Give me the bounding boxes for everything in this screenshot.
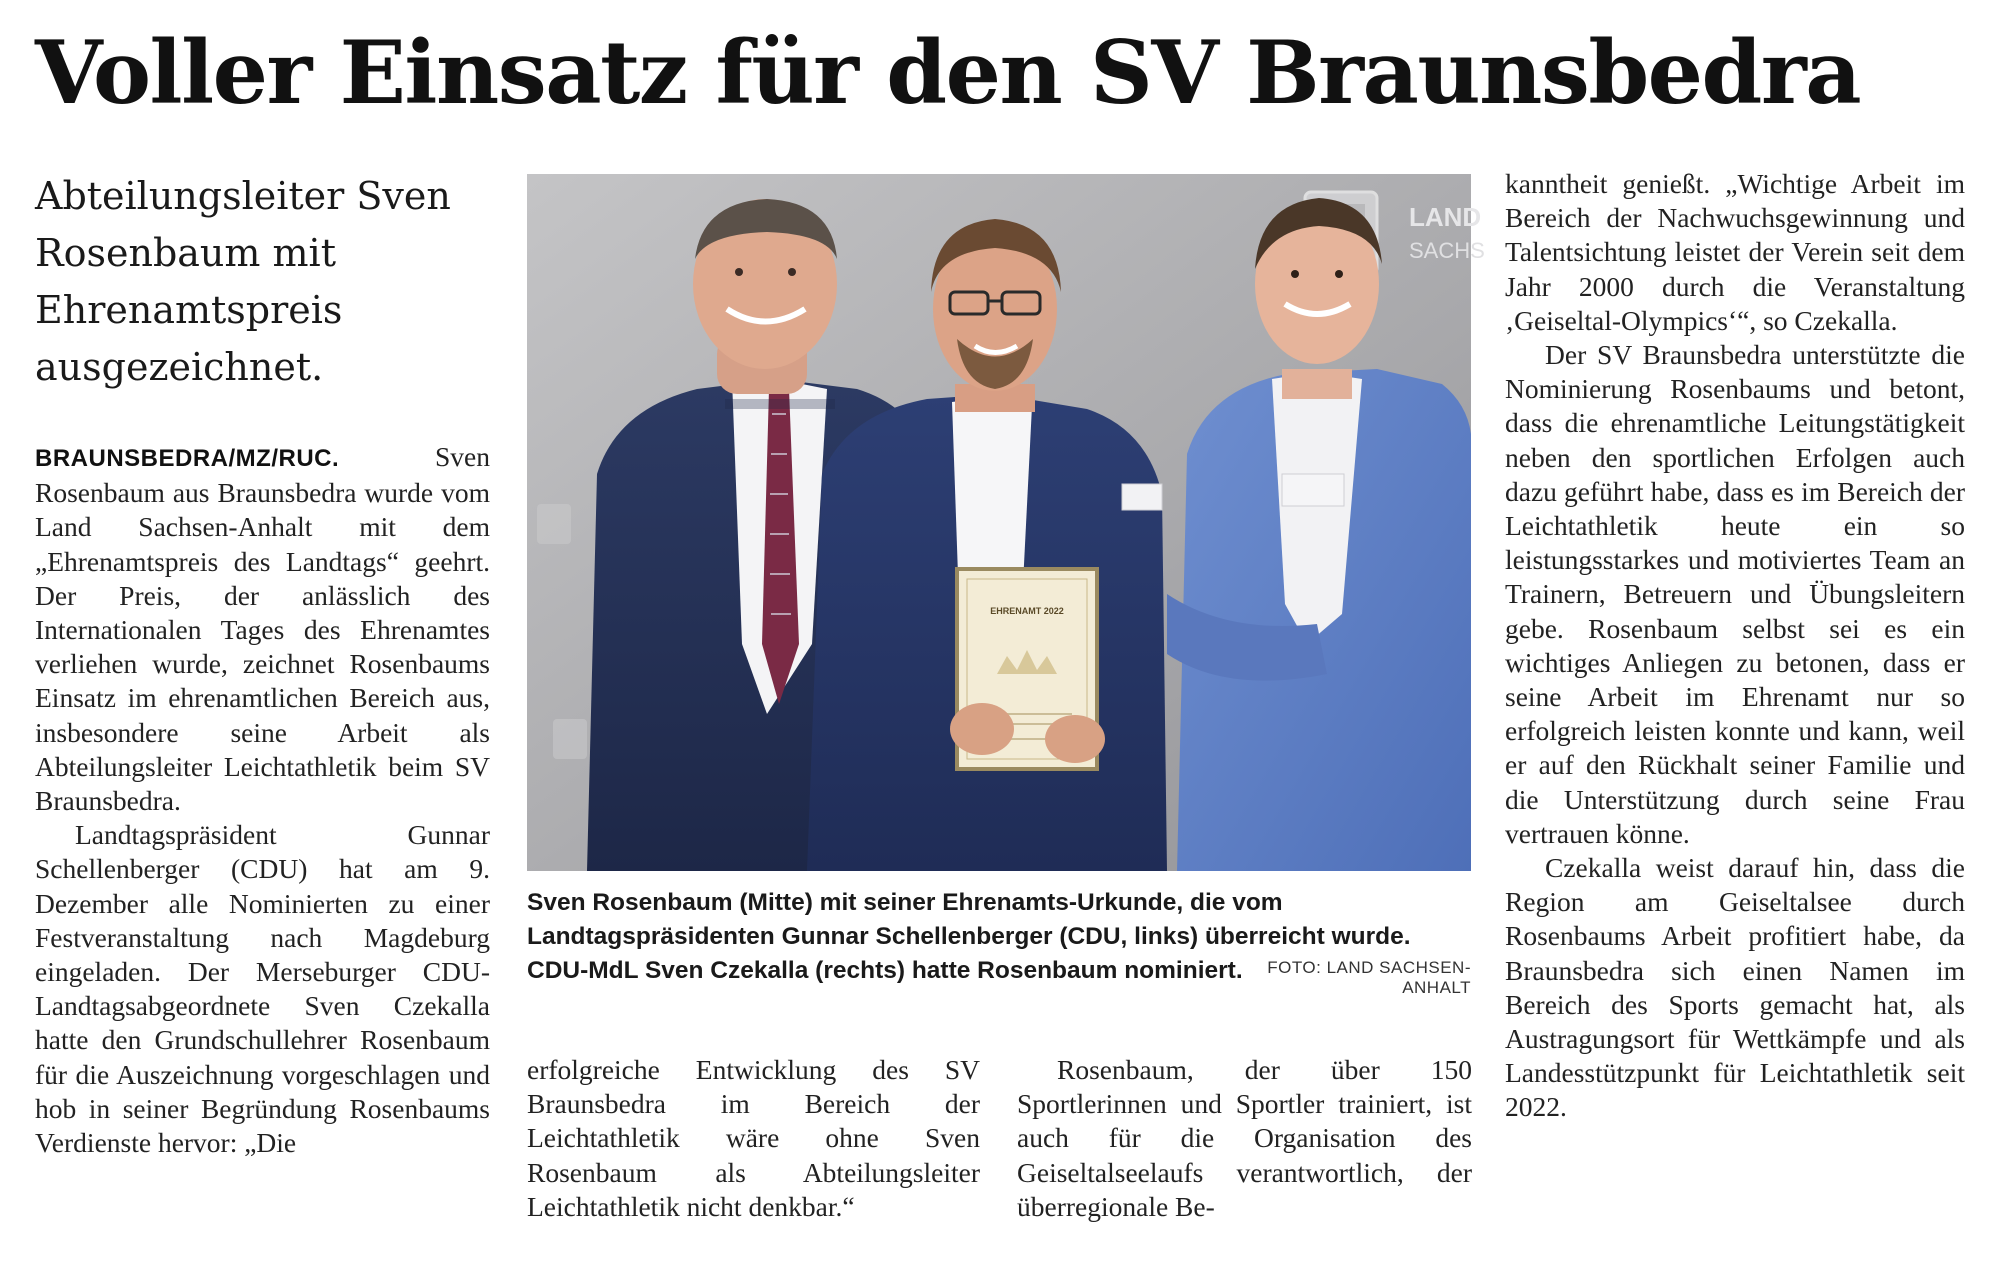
article-column-1 — [35, 440, 490, 1160]
paragraph-2: Landtagspräsident Gunnar Schellenberger (CDU) hat am 9. Dezember alle Nominierten zu einer Festveranstaltung nach Magdeburg eingeladen. Der Merseburger CDU-Landtagsabgeordnete Sven Czekalla hatte den Grundschullehrer Rosenbaum für die Auszeichnung vorgeschlagen und hob in seiner Begründung Rosenbaums Verdienste hervor: „Die — [35, 819, 490, 1159]
paragraph-3: erfolgreiche Entwicklung des SV Braunsbedra im Bereich der Leichtathletik wäre ohne Sven Rosenbaum als Abteilungsleiter Leichtathletik nicht denkbar.“ — [527, 1054, 980, 1222]
article-column-3 — [1017, 1053, 1472, 1224]
paragraph-1 — [35, 440, 490, 818]
caption-text: Sven Rosenbaum (Mitte) mit seiner Ehrenamts-Urkunde, die vom Landtagspräsidenten Gunnar Schellenberger (CDU, links) überreicht wurde. CDU-MdL Sven Czekalla (rechts) hatte Rosenbaum nominiert. — [527, 889, 1411, 984]
paragraph-4: Rosenbaum, der über 150 Sportlerinnen und Sportler trainiert, ist auch für die Organisation des Geiseltalseelaufs verantwortlich, der überregionale Be- — [1017, 1054, 1472, 1222]
backdrop-text-1: LAND — [1409, 202, 1482, 232]
article-column-4 — [1505, 167, 1965, 1125]
paragraph-1-text: Sven Rosenbaum aus Braunsbedra wurde vom Land Sachsen-Anhalt mit dem „Ehrenamtspreis des Landtags“ geehrt. Der Preis, der anlässlich des Internationalen Tages des Ehrenamtes verliehen wurde, zeichnet Rosenbaums Einsatz im ehrenamtlichen Bereich aus, insbesondere seine Arbeit als Abteilungsleiter Leichtathletik beim SV Braunsbedra. — [35, 441, 490, 817]
photo-credit: FOTO: LAND SACHSEN-ANHALT — [1267, 958, 1471, 997]
article-photo — [527, 174, 1485, 871]
article-column-2 — [527, 1053, 980, 1224]
certificate — [950, 569, 1105, 769]
paragraph-6: Der SV Braunsbedra unterstützte die Nominierung Rosenbaums und betont, dass die ehrenamtliche Leitungstätigkeit neben den sportlichen Erfolgen auch dazu geführt habe, dass es im Bereich der Leichtathletik heute ein so leistungsstarkes und motiviertes Team an Trainern, Betreuern und Übungsleitern gebe. Rosenbaum selbst sei es ein wichtiges Anliegen zu betonen, dass er seine Arbeit im Ehrenamt nur so erfolgreich leisten konnte und kann, weil er auf den Rückhalt seiner Familie und die Unterstützung durch seine Frau vertrauen könne. — [1505, 339, 1965, 849]
certificate-title: EHRENAMT 2022 — [990, 606, 1064, 616]
subheadline: Abteilungsleiter Sven Rosenbaum mit Ehrenamtspreis ausgezeichnet. — [35, 174, 451, 389]
paragraph-5: kanntheit genießt. „Wichtige Arbeit im Bereich der Nachwuchsgewinnung und Talentsichtung leistet der Verein seit dem Jahr 2000 durch die Veranstaltung ‚Geiseltal-Olympics‘“, so Czekalla. — [1505, 168, 1965, 336]
headline: Voller Einsatz für den SV Braunsbedra — [35, 21, 1861, 124]
backdrop-text-2: SACHS — [1409, 238, 1485, 263]
dateline: BRAUNSBEDRA/MZ/RUC. — [35, 445, 340, 472]
paragraph-7: Czekalla weist darauf hin, dass die Region am Geiseltalsee durch Rosenbaums Arbeit profitiert habe, da Braunsbedra sich einen Namen im Bereich des Sports gemacht hat, als Austragungsort für Wettkämpfe und als Landesstützpunkt für Leichtathletik seit 2022. — [1505, 852, 1965, 1123]
